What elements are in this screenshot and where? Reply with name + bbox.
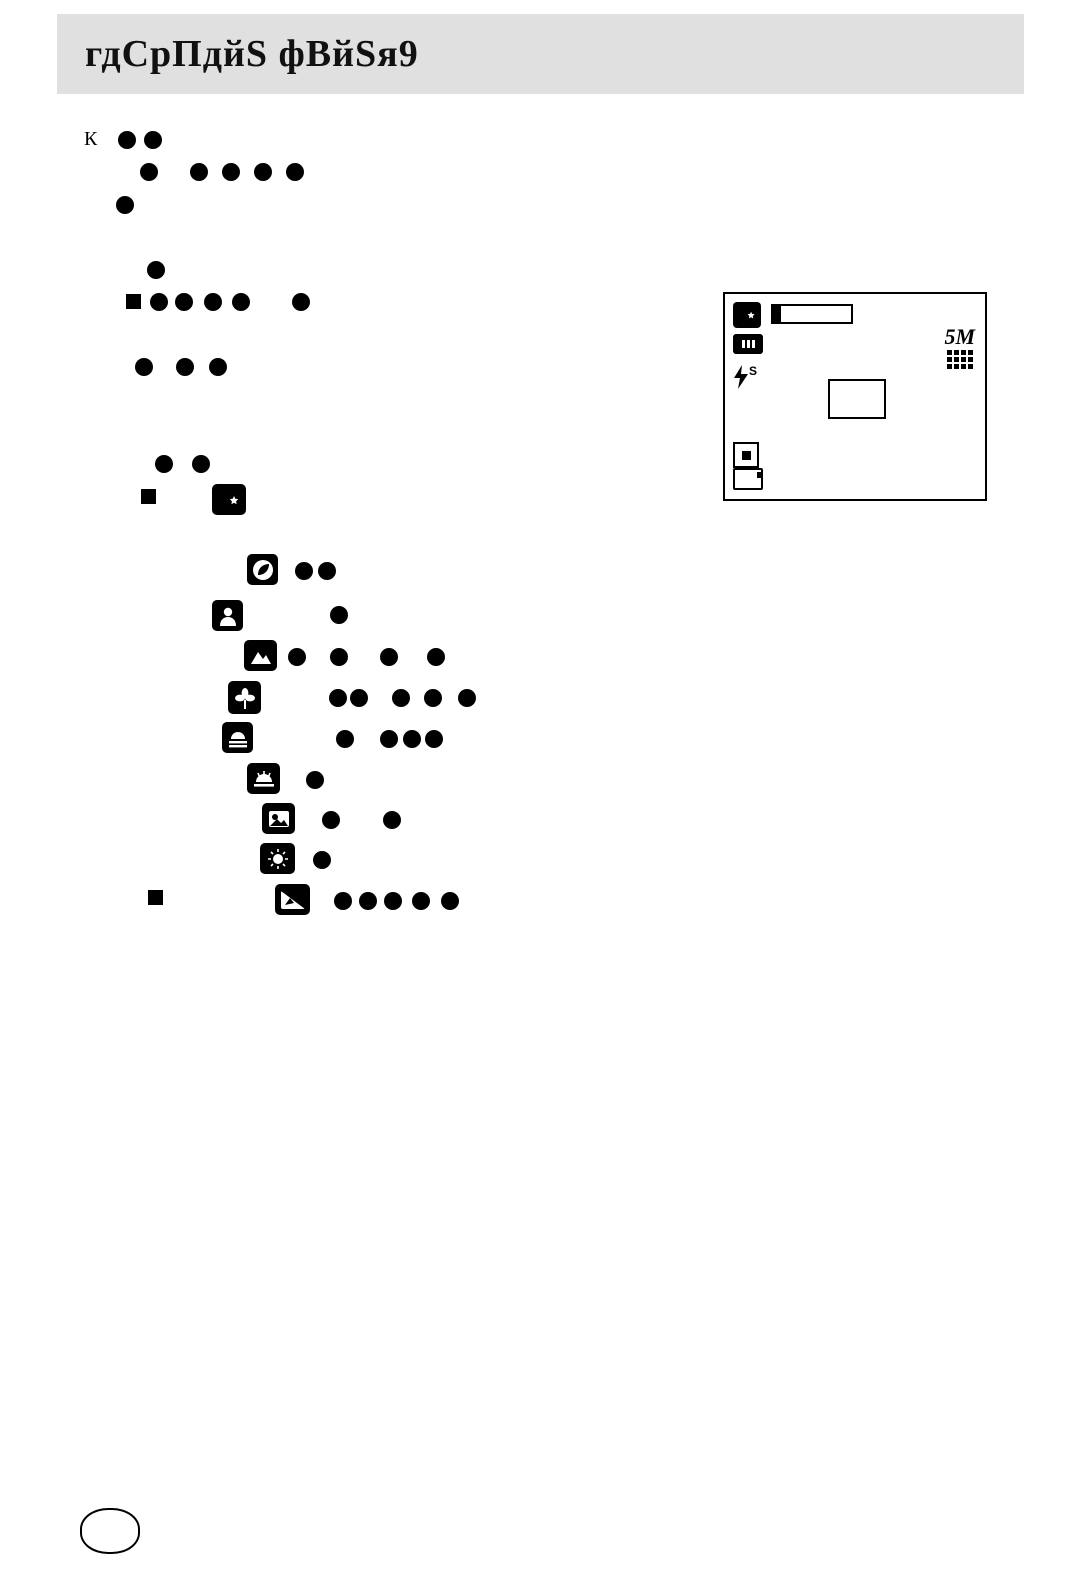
bullet-dot	[222, 163, 240, 181]
bullet-dot	[318, 562, 336, 580]
bullet-dot	[150, 293, 168, 311]
backlight-icon	[262, 803, 295, 834]
spot-metering-icon	[733, 442, 759, 468]
bullet-dot	[403, 730, 421, 748]
page-title: гдСрПдйS фВйSя9	[85, 33, 419, 75]
progress-bar-fill	[773, 306, 781, 322]
bullet-dot	[209, 358, 227, 376]
bullet-dot	[441, 892, 459, 910]
bullet-dot	[144, 131, 162, 149]
beach-snow-icon	[275, 884, 310, 915]
memory-card-icon	[733, 468, 763, 490]
battery-full-icon	[733, 334, 763, 354]
bullet-dot	[380, 648, 398, 666]
bullet-dot	[427, 648, 445, 666]
dawn-icon	[247, 763, 280, 794]
bullet-dot	[232, 293, 250, 311]
page-number-badge	[80, 1508, 140, 1554]
landscape-icon	[244, 640, 277, 671]
sunset-icon	[222, 722, 253, 753]
bullet-dot	[175, 293, 193, 311]
bullet-dot	[336, 730, 354, 748]
flash-mode-label: S	[749, 364, 758, 378]
progress-bar	[771, 304, 853, 324]
leaf-icon	[247, 554, 278, 585]
bullet-dot	[350, 689, 368, 707]
bullet-dot	[383, 811, 401, 829]
bullet-dot	[424, 689, 442, 707]
bullet-dot	[116, 196, 134, 214]
bullet-dot	[192, 455, 210, 473]
bullet-dot	[292, 293, 310, 311]
square-marker	[141, 489, 156, 504]
resolution-label: 5M	[944, 324, 975, 349]
bullet-dot	[286, 163, 304, 181]
portrait-icon	[212, 600, 243, 631]
bullet-dot	[140, 163, 158, 181]
bullet-dot	[135, 358, 153, 376]
square-marker	[148, 890, 163, 905]
bullet-dot	[334, 892, 352, 910]
bullet-dot	[176, 358, 194, 376]
bullet-dot	[295, 562, 313, 580]
bullet-dot	[204, 293, 222, 311]
fireworks-icon	[260, 843, 295, 874]
night-mode-icon	[733, 302, 761, 328]
bullet-dot	[306, 771, 324, 789]
bullet-dot	[329, 689, 347, 707]
bullet-dot	[190, 163, 208, 181]
bullet-dot	[254, 163, 272, 181]
bullet-dot	[322, 811, 340, 829]
bullet-dot	[330, 648, 348, 666]
quality-grid-icon	[947, 350, 973, 369]
spot-metering-core	[742, 451, 751, 460]
bullet-dot	[392, 689, 410, 707]
bullet-dot	[425, 730, 443, 748]
lcd-preview-panel	[723, 292, 987, 501]
night-mode-icon	[212, 484, 246, 515]
focus-frame	[828, 379, 886, 419]
bullet-dot	[359, 892, 377, 910]
bullet-dot	[288, 648, 306, 666]
section-letter-label: К	[84, 128, 98, 150]
square-marker	[126, 294, 141, 309]
flower-icon	[228, 681, 261, 714]
bullet-dot	[330, 606, 348, 624]
bullet-dot	[147, 261, 165, 279]
flash-slow-sync-icon	[733, 364, 757, 389]
bullet-dot	[313, 851, 331, 869]
bullet-dot	[118, 131, 136, 149]
bullet-dot	[380, 730, 398, 748]
bullet-dot	[412, 892, 430, 910]
bullet-dot	[384, 892, 402, 910]
bullet-dot	[155, 455, 173, 473]
bullet-dot	[458, 689, 476, 707]
